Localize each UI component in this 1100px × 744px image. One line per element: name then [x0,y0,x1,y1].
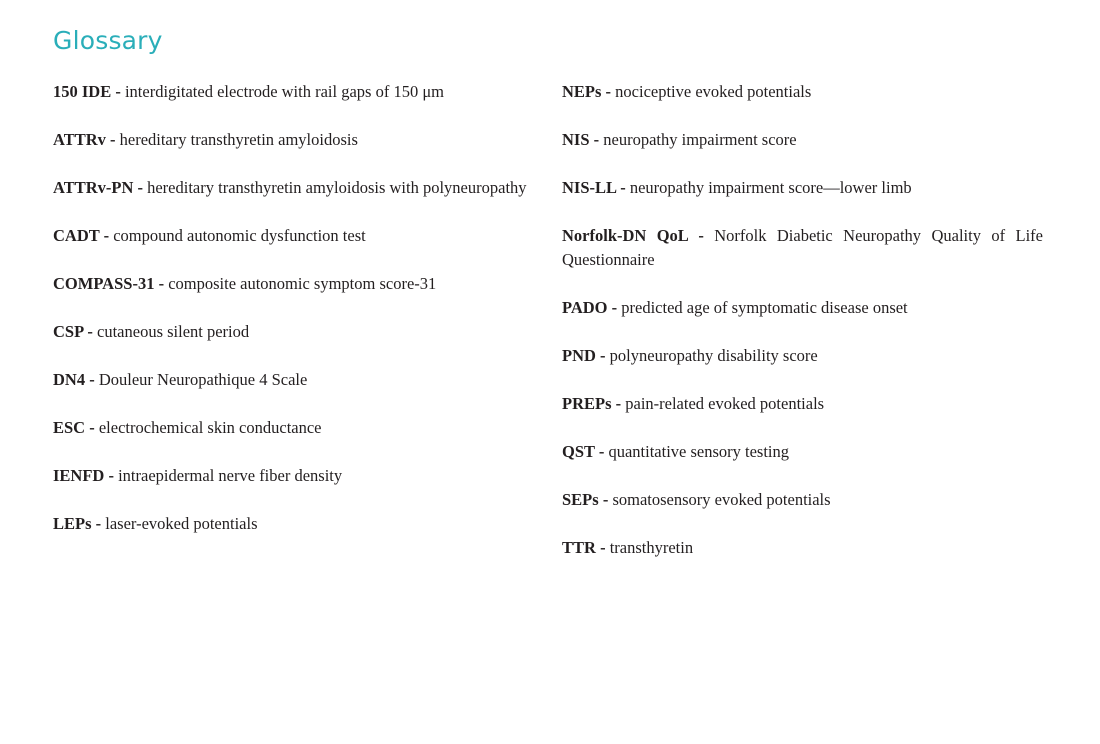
glossary-term: ATTRv [53,130,106,149]
glossary-definition: neuropathy impairment score—lower limb [629,178,912,197]
term-separator: - [611,394,626,413]
glossary-term: TTR [562,538,596,557]
glossary-entry [562,536,1043,560]
glossary-term: 150 IDE [53,82,112,101]
term-separator: - [589,130,604,149]
glossary-definition: Douleur Neuropathique 4 Scale [98,370,308,389]
page-title: Glossary [53,26,163,55]
glossary-definition: hereditary transthyretin amyloidosis with polyneuropathy [147,178,527,197]
term-separator: - [105,130,120,149]
glossary-term: PADO [562,298,608,317]
glossary-entry [562,176,1043,200]
glossary-term: IENFD [53,466,105,485]
glossary-definition: neuropathy impairment score [603,130,797,149]
glossary-entry [562,296,1043,320]
term-separator: - [99,226,114,245]
term-separator: - [154,274,169,293]
glossary-term: ATTRv-PN [53,178,134,197]
glossary-column-left [53,80,534,560]
glossary-definition: Norfolk Diabetic Neuropathy Quality of Life Questionnaire [562,226,1043,269]
glossary-definition: somatosensory evoked potentials [612,490,831,509]
glossary-term: CADT [53,226,100,245]
glossary-entry [562,128,1043,152]
glossary-definition: hereditary transthyretin amyloidosis [119,130,358,149]
term-separator: - [607,298,622,317]
glossary-entry [562,344,1043,368]
glossary-definition: compound autonomic dysfunction test [113,226,366,245]
glossary-term: COMPASS-31 [53,274,155,293]
glossary-entry [562,488,1043,512]
glossary-column-right [562,80,1043,584]
term-separator: - [104,466,119,485]
glossary-definition: transthyretin [609,538,694,557]
term-separator: - [594,442,609,461]
glossary-definition: laser-evoked potentials [105,514,258,533]
glossary-entry [53,368,534,392]
glossary-definition: cutaneous silent period [97,322,250,341]
term-separator: - [111,82,125,101]
glossary-entry [53,512,534,536]
glossary-entry [53,80,534,104]
glossary-entry [562,80,1043,104]
glossary-entry [562,224,1043,272]
glossary-term: QST [562,442,595,461]
glossary-entry [53,272,534,296]
term-separator: - [133,178,148,197]
glossary-term: Norfolk-DN QoL [562,226,688,245]
glossary-term: ESC [53,418,86,437]
term-separator: - [598,490,613,509]
glossary-definition: interdigitated electrode with rail gaps of 150 μm [124,82,445,101]
glossary-entry [53,320,534,344]
term-separator: - [595,346,610,365]
term-separator: - [83,322,98,341]
glossary-entry [562,440,1043,464]
glossary-term: PND [562,346,596,365]
glossary-definition: nociceptive evoked potentials [615,82,812,101]
glossary-term: SEPs [562,490,599,509]
glossary-definition: intraepidermal nerve fiber density [118,466,343,485]
glossary-definition: quantitative sensory testing [608,442,790,461]
glossary-term: LEPs [53,514,92,533]
glossary-term: NIS-LL [562,178,617,197]
term-separator: - [85,370,99,389]
term-separator: - [616,178,630,197]
glossary-definition: polyneuropathy disability score [609,346,818,365]
glossary-term: DN4 [53,370,86,389]
glossary-term: CSP [53,322,84,341]
glossary-entry [53,128,534,152]
term-separator: - [595,538,610,557]
glossary-term: PREPs [562,394,612,413]
term-separator: - [91,514,106,533]
glossary-definition: electrochemical skin conductance [98,418,322,437]
glossary-entry [53,416,534,440]
glossary-entry [53,224,534,248]
term-separator: - [687,226,715,245]
glossary-entry [53,464,534,488]
term-separator: - [601,82,616,101]
glossary-definition: predicted age of symptomatic disease onset [621,298,908,317]
glossary-term: NIS [562,130,590,149]
glossary-definition: composite autonomic symptom score-31 [168,274,437,293]
glossary-entry [562,392,1043,416]
glossary-definition: pain-related evoked potentials [625,394,825,413]
glossary-entry [53,176,534,200]
glossary-term: NEPs [562,82,602,101]
term-separator: - [85,418,99,437]
